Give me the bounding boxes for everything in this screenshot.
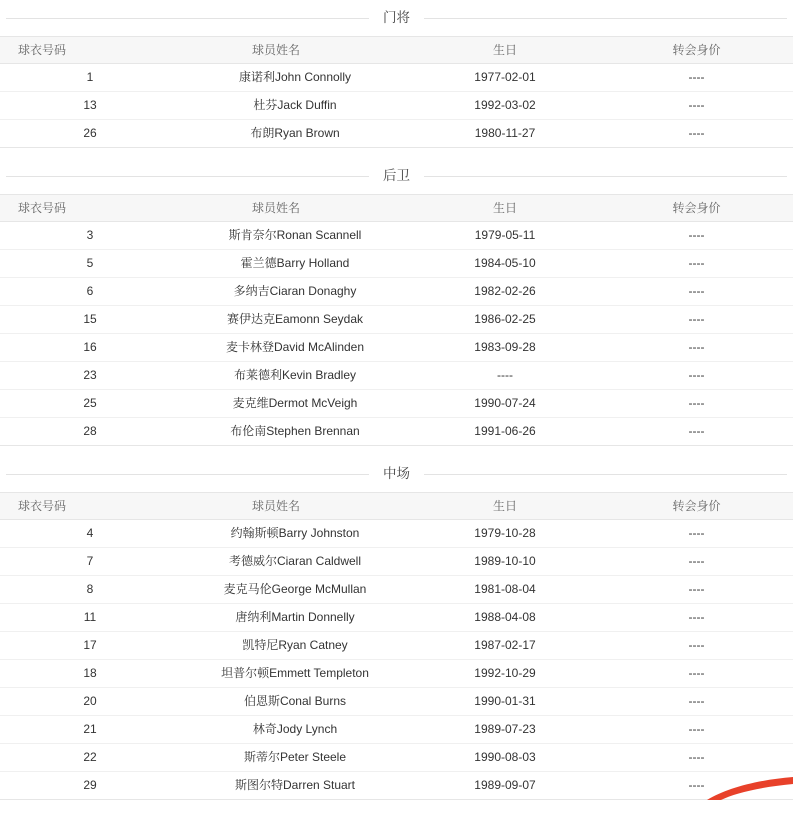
cell-market-value: ---- [600, 418, 793, 446]
heading-rule-right [424, 176, 787, 177]
table-row [0, 64, 793, 92]
squad-table [0, 194, 793, 446]
cell-shirt-number: 8 [0, 576, 180, 604]
cell-player-name[interactable]: 麦克维Dermot McVeigh [180, 390, 410, 418]
cell-market-value: ---- [600, 744, 793, 772]
table-row [0, 548, 793, 576]
heading-rule-right [424, 18, 787, 19]
column-header-player-name[interactable]: 球员姓名 [180, 493, 410, 520]
heading-rule-right [424, 474, 787, 475]
column-header-shirt-number[interactable]: 球衣号码 [0, 493, 180, 520]
table-row [0, 278, 793, 306]
cell-shirt-number: 25 [0, 390, 180, 418]
cell-player-name[interactable]: 麦卡林登David McAlinden [180, 334, 410, 362]
column-header-market-value[interactable]: 转会身价 [600, 195, 793, 222]
cell-birthday: 1991-06-26 [410, 418, 600, 446]
table-row [0, 772, 793, 800]
cell-shirt-number: 17 [0, 632, 180, 660]
cell-shirt-number: 20 [0, 688, 180, 716]
section-heading [0, 456, 793, 492]
cell-player-name[interactable]: 坦普尔顿Emmett Templeton [180, 660, 410, 688]
cell-birthday: 1984-05-10 [410, 250, 600, 278]
table-header-row [0, 195, 793, 222]
cell-shirt-number: 5 [0, 250, 180, 278]
cell-birthday: 1977-02-01 [410, 64, 600, 92]
cell-shirt-number: 13 [0, 92, 180, 120]
squad-table [0, 36, 793, 148]
column-header-birthday[interactable]: 生日 [410, 195, 600, 222]
cell-player-name[interactable]: 约翰斯顿Barry Johnston [180, 520, 410, 548]
cell-player-name[interactable]: 多纳吉Ciaran Donaghy [180, 278, 410, 306]
cell-market-value: ---- [600, 278, 793, 306]
cell-shirt-number: 23 [0, 362, 180, 390]
cell-birthday: 1989-10-10 [410, 548, 600, 576]
table-row [0, 688, 793, 716]
cell-shirt-number: 15 [0, 306, 180, 334]
cell-player-name[interactable]: 唐纳利Martin Donnelly [180, 604, 410, 632]
cell-market-value: ---- [600, 250, 793, 278]
section-title: 中场 [383, 466, 410, 482]
table-row [0, 334, 793, 362]
cell-shirt-number: 26 [0, 120, 180, 148]
cell-player-name[interactable]: 伯恩斯Conal Burns [180, 688, 410, 716]
section-title: 门将 [383, 10, 410, 26]
cell-player-name[interactable]: 杜芬Jack Duffin [180, 92, 410, 120]
cell-player-name[interactable]: 布伦南Stephen Brennan [180, 418, 410, 446]
cell-market-value: ---- [600, 306, 793, 334]
cell-shirt-number: 16 [0, 334, 180, 362]
cell-shirt-number: 4 [0, 520, 180, 548]
cell-birthday: 1988-04-08 [410, 604, 600, 632]
table-row [0, 120, 793, 148]
table-row [0, 604, 793, 632]
cell-player-name[interactable]: 考德威尔Ciaran Caldwell [180, 548, 410, 576]
table-row [0, 222, 793, 250]
cell-birthday: 1992-03-02 [410, 92, 600, 120]
table-row [0, 632, 793, 660]
column-header-shirt-number[interactable]: 球衣号码 [0, 195, 180, 222]
cell-shirt-number: 1 [0, 64, 180, 92]
cell-market-value: ---- [600, 772, 793, 800]
table-header-row [0, 493, 793, 520]
cell-market-value: ---- [600, 660, 793, 688]
cell-market-value: ---- [600, 390, 793, 418]
table-row [0, 390, 793, 418]
column-header-birthday[interactable]: 生日 [410, 493, 600, 520]
cell-market-value: ---- [600, 362, 793, 390]
cell-market-value: ---- [600, 334, 793, 362]
table-row [0, 92, 793, 120]
column-header-player-name[interactable]: 球员姓名 [180, 37, 410, 64]
table-row [0, 250, 793, 278]
cell-birthday: 1981-08-04 [410, 576, 600, 604]
section-title: 后卫 [383, 168, 410, 184]
cell-birthday: 1992-10-29 [410, 660, 600, 688]
cell-market-value: ---- [600, 716, 793, 744]
cell-shirt-number: 29 [0, 772, 180, 800]
cell-shirt-number: 21 [0, 716, 180, 744]
table-row [0, 418, 793, 446]
cell-shirt-number: 7 [0, 548, 180, 576]
cell-shirt-number: 22 [0, 744, 180, 772]
cell-birthday: 1987-02-17 [410, 632, 600, 660]
cell-birthday: 1990-01-31 [410, 688, 600, 716]
table-row [0, 362, 793, 390]
cell-shirt-number: 6 [0, 278, 180, 306]
cell-player-name[interactable]: 斯蒂尔Peter Steele [180, 744, 410, 772]
heading-rule-left [6, 18, 369, 19]
cell-birthday: 1990-08-03 [410, 744, 600, 772]
table-row [0, 744, 793, 772]
cell-player-name[interactable]: 斯肯奈尔Ronan Scannell [180, 222, 410, 250]
cell-market-value: ---- [600, 548, 793, 576]
cell-birthday: 1982-02-26 [410, 278, 600, 306]
table-row [0, 576, 793, 604]
cell-birthday: 1990-07-24 [410, 390, 600, 418]
cell-market-value: ---- [600, 520, 793, 548]
cell-player-name[interactable]: 斯图尔特Darren Stuart [180, 772, 410, 800]
cell-market-value: ---- [600, 64, 793, 92]
cell-market-value: ---- [600, 120, 793, 148]
cell-birthday: ---- [410, 362, 600, 390]
column-header-shirt-number[interactable]: 球衣号码 [0, 37, 180, 64]
table-row [0, 520, 793, 548]
cell-player-name[interactable]: 赛伊达克Eamonn Seydak [180, 306, 410, 334]
section-gap [0, 446, 793, 456]
cell-birthday: 1989-09-07 [410, 772, 600, 800]
table-row [0, 306, 793, 334]
cell-market-value: ---- [600, 604, 793, 632]
column-header-market-value[interactable]: 转会身价 [600, 493, 793, 520]
cell-player-name[interactable]: 霍兰德Barry Holland [180, 250, 410, 278]
heading-rule-left [6, 176, 369, 177]
cell-market-value: ---- [600, 688, 793, 716]
cell-birthday: 1979-10-28 [410, 520, 600, 548]
cell-birthday: 1983-09-28 [410, 334, 600, 362]
cell-market-value: ---- [600, 576, 793, 604]
cell-player-name[interactable]: 康诺利John Connolly [180, 64, 410, 92]
cell-birthday: 1979-05-11 [410, 222, 600, 250]
cell-player-name[interactable]: 布朗Ryan Brown [180, 120, 410, 148]
cell-shirt-number: 11 [0, 604, 180, 632]
cell-player-name[interactable]: 麦克马伦George McMullan [180, 576, 410, 604]
section-gap [0, 148, 793, 158]
cell-shirt-number: 18 [0, 660, 180, 688]
column-header-player-name[interactable]: 球员姓名 [180, 195, 410, 222]
column-header-birthday[interactable]: 生日 [410, 37, 600, 64]
cell-market-value: ---- [600, 222, 793, 250]
cell-player-name[interactable]: 布莱德利Kevin Bradley [180, 362, 410, 390]
section-heading [0, 0, 793, 36]
cell-shirt-number: 28 [0, 418, 180, 446]
cell-birthday: 1986-02-25 [410, 306, 600, 334]
squad-table [0, 492, 793, 800]
cell-birthday: 1989-07-23 [410, 716, 600, 744]
table-row [0, 716, 793, 744]
table-row [0, 660, 793, 688]
heading-rule-left [6, 474, 369, 475]
cell-birthday: 1980-11-27 [410, 120, 600, 148]
cell-shirt-number: 3 [0, 222, 180, 250]
cell-player-name[interactable]: 凯特尼Ryan Catney [180, 632, 410, 660]
cell-market-value: ---- [600, 632, 793, 660]
table-header-row [0, 37, 793, 64]
cell-player-name[interactable]: 林奇Jody Lynch [180, 716, 410, 744]
column-header-market-value[interactable]: 转会身价 [600, 37, 793, 64]
cell-market-value: ---- [600, 92, 793, 120]
section-heading [0, 158, 793, 194]
